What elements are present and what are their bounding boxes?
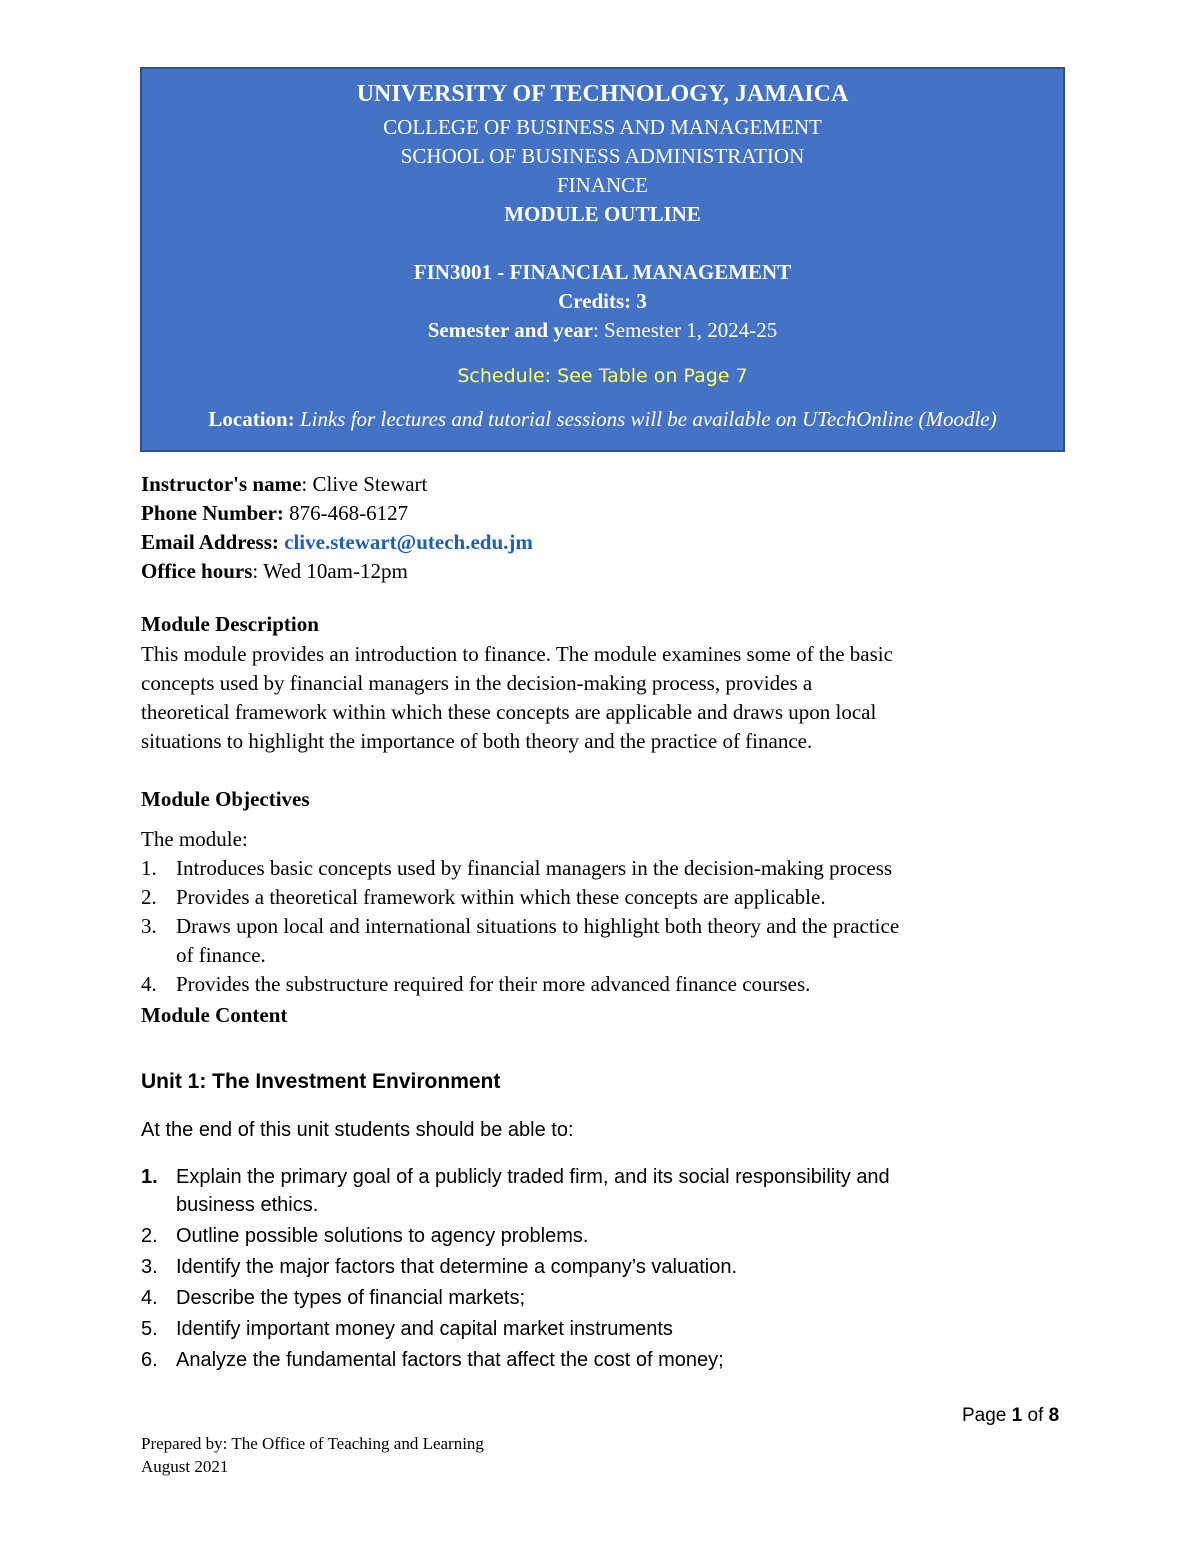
instructor-info <box>141 470 1021 586</box>
office-hours-value: : Wed 10am-12pm <box>252 559 408 583</box>
list-number: 4. <box>141 972 157 996</box>
email-label: Email Address: <box>141 530 279 554</box>
description-line: concepts used by financial managers in the decision-making process, provides a <box>141 671 813 695</box>
email-link[interactable]: clive.stewart@utech.edu.jm <box>284 530 533 554</box>
description-text <box>141 640 1021 756</box>
objectives-list <box>141 854 1021 999</box>
footer <box>141 1432 484 1478</box>
description-heading: Module Description <box>141 612 319 636</box>
semester-label: Semester and year <box>427 318 593 342</box>
list-text: of finance. <box>176 943 266 967</box>
list-number: 4. <box>141 1287 158 1309</box>
list-item <box>141 1253 1001 1281</box>
email-line <box>141 528 1021 557</box>
office-hours-line <box>141 557 1021 586</box>
office-hours-label: Office hours <box>141 559 253 583</box>
schedule-value: See Table on Page 7 <box>551 365 748 387</box>
instructor-name-line <box>141 470 1021 499</box>
page-total: 8 <box>1048 1405 1060 1426</box>
list-number: 2. <box>141 885 157 909</box>
list-text: Identify important money and capital market instruments <box>176 1318 673 1340</box>
list-text: Identify the major factors that determine a company’s valuation. <box>176 1256 738 1278</box>
phone-line <box>141 499 1021 528</box>
location-value: Links for lectures and tutorial sessions will be available on UTechOnline (Moodle) <box>294 407 997 431</box>
schedule-label: Schedule: <box>457 365 552 387</box>
department-name: FINANCE <box>556 173 648 197</box>
list-item <box>141 1346 1001 1374</box>
header-box <box>140 67 1065 452</box>
content-heading: Module Content <box>141 1003 288 1027</box>
page-label: Page <box>962 1405 1012 1426</box>
list-number: 1. <box>141 856 157 880</box>
phone-value: 876-468-6127 <box>283 501 409 525</box>
objectives-heading: Module Objectives <box>141 787 310 811</box>
list-item <box>141 1315 1001 1343</box>
list-item <box>141 1284 1001 1312</box>
page-current: 1 <box>1011 1405 1023 1426</box>
list-item <box>141 970 1021 999</box>
list-number: 3. <box>141 1256 158 1278</box>
list-text: Draws upon local and international situations to highlight both theory and the practice <box>176 914 900 938</box>
location-label: Location: <box>208 407 295 431</box>
list-text: Explain the primary goal of a publicly traded firm, and its social responsibility and <box>176 1166 890 1188</box>
description-line: situations to highlight the importance of both theory and the practice of finance. <box>141 729 813 753</box>
page-number <box>962 1405 1059 1427</box>
list-text: Provides the substructure required for their more advanced finance courses. <box>176 972 811 996</box>
footer-date: August 2021 <box>141 1457 229 1476</box>
description-line: theoretical framework within which these concepts are applicable and draws upon local <box>141 700 877 724</box>
list-item <box>141 1163 1001 1219</box>
unit-intro: At the end of this unit students should be able to: <box>141 1119 574 1141</box>
list-text: Describe the types of financial markets; <box>176 1287 526 1309</box>
school-name: SCHOOL OF BUSINESS ADMINISTRATION <box>400 144 805 168</box>
prepared-by: Prepared by: The Office of Teaching and Learning <box>141 1434 484 1453</box>
instructor-name-label: Instructor's name <box>141 472 302 496</box>
objectives-intro: The module: <box>141 827 248 851</box>
description-line: This module provides an introduction to finance. The module examines some of the basic <box>141 642 893 666</box>
credits: Credits: 3 <box>558 289 647 313</box>
semester-value: : Semester 1, 2024-25 <box>592 318 778 342</box>
list-number: 1. <box>141 1166 158 1188</box>
list-number: 5. <box>141 1318 158 1340</box>
unit-outcomes-list <box>141 1163 1001 1377</box>
list-number: 2. <box>141 1225 158 1247</box>
schedule-line <box>142 365 1063 387</box>
location-line <box>142 407 1063 432</box>
list-number: 3. <box>141 914 157 938</box>
page-of: of <box>1022 1405 1049 1426</box>
list-number: 6. <box>141 1349 158 1371</box>
semester-line <box>142 318 1063 343</box>
list-text: Analyze the fundamental factors that affect the cost of money; <box>176 1349 724 1371</box>
list-item <box>141 854 1021 883</box>
unit-title: Unit 1: The Investment Environment <box>141 1070 501 1093</box>
list-item <box>141 883 1021 912</box>
document-type: MODULE OUTLINE <box>504 202 701 226</box>
list-item <box>141 912 1021 970</box>
list-text: Introduces basic concepts used by financial managers in the decision-making process <box>176 856 893 880</box>
list-text: Provides a theoretical framework within which these concepts are applicable. <box>176 885 826 909</box>
university-name: UNIVERSITY OF TECHNOLOGY, JAMAICA <box>356 81 849 107</box>
list-text: Outline possible solutions to agency problems. <box>176 1225 589 1247</box>
list-item <box>141 1222 1001 1250</box>
instructor-name-value: : Clive Stewart <box>301 472 428 496</box>
module-code-title: FIN3001 - FINANCIAL MANAGEMENT <box>413 260 792 284</box>
phone-label: Phone Number: <box>141 501 284 525</box>
college-name: COLLEGE OF BUSINESS AND MANAGEMENT <box>383 115 822 139</box>
list-text: business ethics. <box>176 1194 319 1216</box>
